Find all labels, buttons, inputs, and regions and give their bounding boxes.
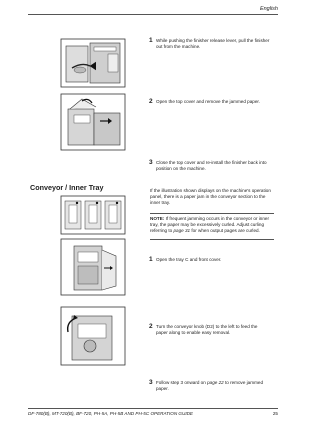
page-footer <box>28 411 278 416</box>
step-1-pull-finisher <box>150 38 270 50</box>
header-rule <box>28 14 278 15</box>
jam-panel-3 <box>105 201 121 229</box>
step-text: While pushing the finisher release lever, pull the finisher out from the machine. <box>156 38 270 49</box>
note-page-ref: page 31 <box>173 227 191 233</box>
step-text: Follow step 3 onward on page 22 to remove jammed paper. <box>156 380 264 391</box>
step-text: Close the top cover and re-install the finisher back into position on the machine. <box>156 160 267 171</box>
jam-panel-1 <box>65 201 81 229</box>
step-number: 1 <box>149 255 153 263</box>
step-text: Open the top cover and remove the jammed paper. <box>156 99 260 104</box>
section-title: Conveyor / Inner Tray <box>30 183 104 192</box>
section-intro: If the illustration shown displays on the machine's operation panel, there is a paper jam in the conveyor section to the inner tray. <box>150 188 271 205</box>
note-text-b: for when output pages are curled. <box>190 227 260 233</box>
step-3-follow-steps <box>150 380 270 392</box>
step-number: 3 <box>149 378 153 386</box>
figure-jam-indicators <box>60 195 126 235</box>
finisher-pull-illustration <box>60 38 126 88</box>
note-label: NOTE: <box>150 216 165 221</box>
step-number: 2 <box>149 322 153 330</box>
jam-panel-2 <box>85 201 101 229</box>
figure-open-tray-c <box>60 238 126 296</box>
note-block <box>150 216 274 233</box>
figure-conveyor-knob <box>60 306 126 366</box>
footer-title: DF-780(B), MT-720(B), BF-720, PH-5A, PH-5B AND PH-5C OPERATION GUIDE <box>28 411 193 416</box>
page-ref: page 22 <box>207 380 224 385</box>
figure-open-top-cover <box>60 93 126 151</box>
step-number: 1 <box>149 36 153 44</box>
tray-c-illustration <box>60 238 126 296</box>
step-number: 3 <box>149 158 153 166</box>
header-title: English <box>259 6 278 12</box>
page-number: 25 <box>272 411 278 416</box>
note-text-a: If frequent jamming occurs in the conveyor or inner tray, the paper may be excessively curled. Adjust curling referring to <box>150 216 269 233</box>
conveyor-knob <box>84 340 96 352</box>
jam-indicator-illustration <box>60 195 126 235</box>
footer-rule <box>28 408 278 409</box>
figure-pull-finisher <box>60 38 126 88</box>
step-3-close-top-cover <box>150 160 270 172</box>
step-2-open-top-cover <box>150 99 270 105</box>
note-rule-top <box>150 213 274 214</box>
step-2-turn-knob <box>150 324 270 336</box>
step-text: Turn the conveyor knob (D2) to the left to feed the paper along to enable easy removal. <box>156 324 258 335</box>
step-text: Open the tray C and front cover. <box>156 257 222 262</box>
step-1-open-tray <box>150 257 270 263</box>
step-number: 2 <box>149 97 153 105</box>
conveyor-knob-illustration <box>60 306 126 366</box>
note-rule-bottom <box>150 239 274 240</box>
top-cover-illustration <box>60 93 126 151</box>
